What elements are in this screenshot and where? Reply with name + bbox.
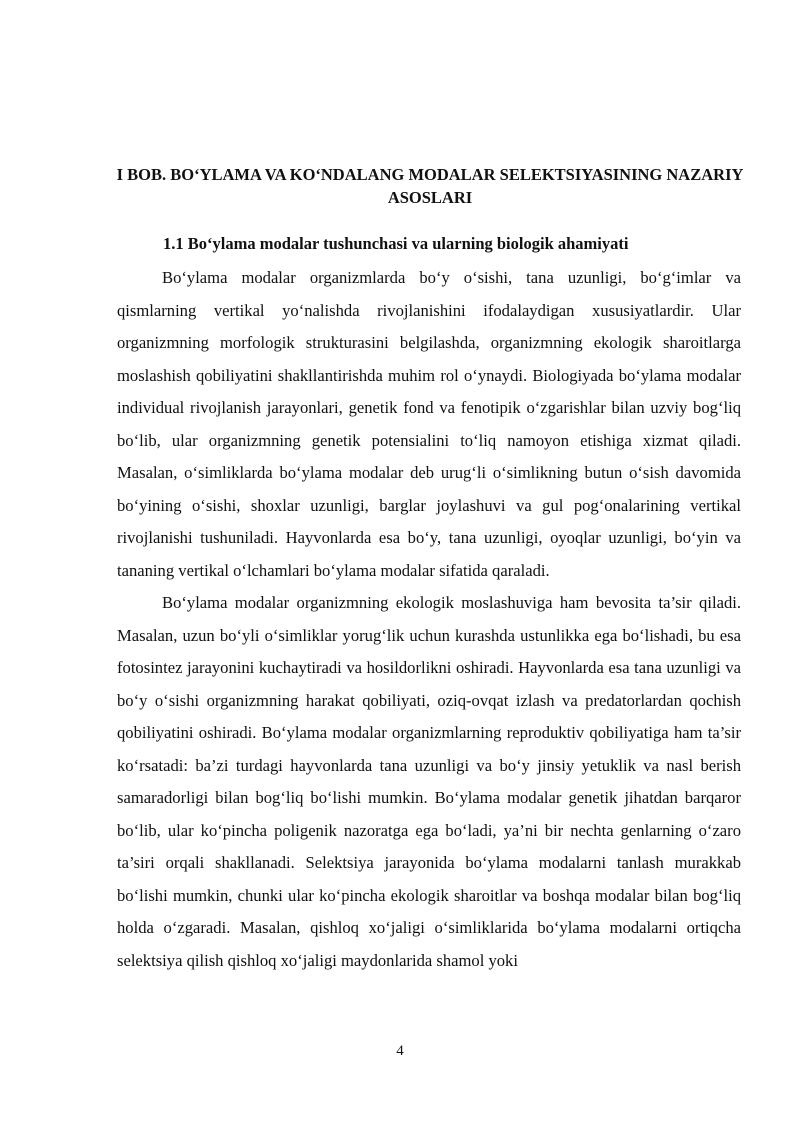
section-title: 1.1 Bo‘ylama modalar tushunchasi va ularning biologik ahamiyati [163,234,629,253]
chapter-title: I BOB. BO‘YLAMA VA KO‘NDALANG MODALAR SELEKTSIYASINING NAZARIY ASOSLARI [116,165,744,207]
body-text [117,262,741,977]
paragraph: Bo‘ylama modalar organizmlarda bo‘y o‘sishi, tana uzunligi, bo‘g‘imlar va qismlarning vertikal yo‘nalishda rivojlanishini ifodalaydigan xususiyatlardir. Ular organizmning morfologik strukturasini belgilashda, organizmning ekologik sharoitlarga moslashish qobiliyatini shakllantirishda muhim rol o‘ynaydi. Biologiyada bo‘ylama modalar individual rivojlanish jarayonlari, genetik fond va fenotipik o‘zgarishlar bilan uzviy bog‘liq bo‘lib, ular organizmning genetik potensialini to‘liq namoyon etishiga xizmat qiladi. Masalan, o‘simliklarda bo‘ylama modalar deb urug‘li o‘simlikning butun o‘sish davomida bo‘yining o‘sishi, shoxlar uzunligi, barglar joylashuvi va gul pog‘onalarining vertikal rivojlanishi tushuniladi. Hayvonlarda esa bo‘y, tana uzunligi, oyoqlar uzunligi, bo‘yin va tananing vertikal o‘lchamlari bo‘ylama modalar sifatida qaraladi. [117,268,741,580]
page-number: 4 [396,1043,404,1059]
paragraph: Bo‘ylama modalar organizmning ekologik moslashuviga ham bevosita ta’sir qiladi. Masalan, uzun bo‘yli o‘simliklar yorug‘lik uchun kurashda ustunlikka ega bo‘lishadi, bu esa fotosintez jarayonini kuchaytiradi va hosildorlikni oshiradi. Hayvonlarda esa tana uzunligi va bo‘y o‘sishi organizmning harakat qobiliyati, oziq-ovqat izlash va predatorlardan qochish qobiliyatini oshiradi. Bo‘ylama modalar organizmlarning reproduktiv qobiliyatiga ham ta’sir ko‘rsatadi: ba’zi turdagi hayvonlarda tana uzunligi va bo‘y jinsiy yetuklik va nasl berish samaradorligi bilan bog‘liq bo‘lishi mumkin. Bo‘ylama modalar genetik jihatdan barqaror bo‘lib, ular ko‘pincha poligenik nazoratga ega bo‘ladi, ya’ni bir nechta genlarning o‘zaro ta’siri orqali shakllanadi. Selektsiya jarayonida bo‘ylama modalarni tanlash murakkab bo‘lishi mumkin, chunki ular ko‘pincha ekologik sharoitlar va boshqa modalar bilan bog‘liq holda o‘zgaradi. Masalan, qishloq xo‘jaligi o‘simliklarida bo‘ylama modalarni ortiqcha selektsiya qilish qishloq xo‘jaligi maydonlarida shamol yoki [117,593,741,970]
